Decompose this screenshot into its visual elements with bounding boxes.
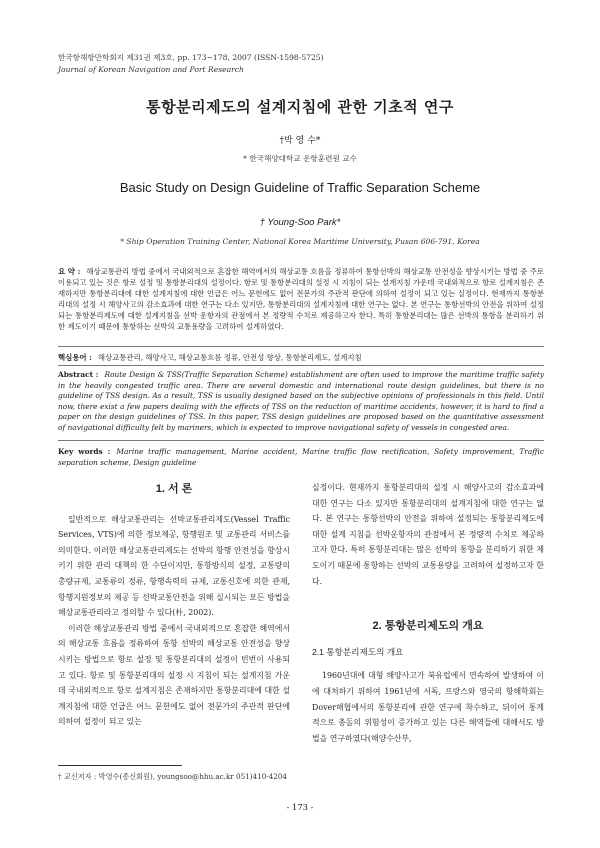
keywords-korean-label: 핵심용어 : <box>58 353 92 362</box>
body-column-right <box>312 480 544 746</box>
body-paragraph: 일반적으로 해상교통관리는 선박교통관리제도(Vessel Traffic Services, VTS)에 의한 정보제공, 항행원조 및 교통관리 서비스를 의미한다. 이러한 해상교통관리제도는 선박의 항행 안전성을 향상시키기 위한 관리 대책의 한 수단이지만, 통항방식의 설정, 교통량의 총량규제, 교통류의 정류, 항행속력의 규제, 교통신호에 의한 관제, 항행지원정보의 제공 등 선박교통안전을 위해 실시되는 모든 방법을 해상교통관리라고 정의할 수 있다(朴, 2002). <box>58 514 290 618</box>
affiliation-korean: * 한국해양대학교 운항훈련원 교수 <box>243 154 357 163</box>
abstract-english-text: Route Design & TSS(Traffic Separation Scheme) establishment are often used to improve the maritime traffic safety in the heavily congested traffic area. There are several domestic and international route design guidelines, but there is no guideline of TSS design. As a result, TSS is usually designed based on the subjective opinions of professionals in this field. Until now, there exist a few papers dealing with the effects of TSS on the reduction of maritime accidents, however, it is hard to find a paper on the design guidelines of TSS. In this paper, TSS design guidelines are proposed based on the quantitative assessment of navigational difficulty felt by mariners, which is expected to improve navigational safety of vessels in congested area. <box>58 370 544 432</box>
page-number: - 173 - <box>286 802 314 812</box>
body-column-left <box>58 480 290 730</box>
abstract-english-label: Abstract : <box>58 370 99 379</box>
keywords-korean-text: 해상교통관리, 해양사고, 해상교통흐름 정류, 안전성 향상, 통항분리제도, 설계지침 <box>97 353 362 362</box>
journal-citation: 한국항해항만학회지 제31권 제3호, pp. 173~178, 2007 (ISSN-1598-5725) <box>58 53 324 62</box>
divider-rule <box>58 440 544 441</box>
abstract-english <box>58 370 544 434</box>
author-korean: †박 영 수* <box>279 136 321 146</box>
keywords-english <box>58 446 544 468</box>
title-korean: 통항분리제도의 설계지침에 관한 기초적 연구 <box>146 98 454 116</box>
body-paragraph: 이러한 해상교통관리 방법 중에서 국내외적으로 혼잡한 해역에서의 해상교통 흐름을 정류하여 통항 선박의 해상교통 안전성을 향상시키는 방법으로 항로 설정 및 통항분리대의 설정이 빈번이 사용되고 있다. 항로 및 통항분리대의 설정 시 지침이 되는 설계지침 가운데 국내외적으로 항로 설계지침은 존재하지만 통항분리대에 대한 설계지침에 대한 언급은 어느 문헌에도 없어 전문가의 주관적 판단에 의하여 설정이 되고 있는 <box>58 623 290 727</box>
body-paragraph: 1960년대에 대형 해양사고가 북유럽에서 연속하여 발생하여 이에 대처하기 위하여 1961년에 서독, 프랑스와 영국의 항해학회는 Dover해협에서의 통항분리에 관한 연구에 착수하고, 뒤이어 통계적으로 충돌의 위험성이 증가하고 있는 다른 해역들에 대해서도 방법을 연구하였다(해양수산부, <box>312 671 544 743</box>
section-heading-introduction: 1. 서 론 <box>155 483 193 495</box>
title-english: Basic Study on Design Guideline of Traffic Separation Scheme <box>119 180 481 195</box>
abstract-korean <box>58 266 544 332</box>
keywords-english-label: Key words : <box>58 447 111 456</box>
affiliation-english: * Ship Operation Training Center, National Korea Maritime University, Pusan 606-791, Korea <box>120 237 480 246</box>
divider-rule <box>58 365 544 366</box>
abstract-korean-label: 요 약 : <box>58 267 81 276</box>
footnote-rule <box>58 765 182 766</box>
author-english: † Young-Soo Park* <box>259 217 341 228</box>
divider-rule <box>58 346 544 347</box>
journal-name-en: Journal of Korean Navigation and Port Research <box>58 65 244 74</box>
journal-header <box>58 52 324 76</box>
keywords-english-text: Marine traffic management, Marine accident, Marine traffic flow rectification, Safety improvement, Traffic separation scheme, Design guideline <box>58 447 544 467</box>
subsection-heading: 2.1 통항분리제도의 개요 <box>312 646 404 657</box>
abstract-korean-text: 해상교통관리 방법 중에서 국내외적으로 혼잡한 해역에서의 해상교통 흐름을 정류하여 통항선박의 해상교통 안전성을 향상시키는 방법 중 주로 이용되고 있는 것은 항로 설정 및 통항분리대의 설정이다. 항로 및 통항분리대의 설정 시 지침이 되는 설계지침 가운데 국내외적으로 항로 설계지침은 존재하지만 통항분리대에 대한 설계지침에 대한 언급은 어느 문헌에도 없어 전문가의 주관적 판단에 의하여 설정이 되고 있는 실정이다. 현재까지 통항분리대의 설정 시 해양사고의 감소효과에 대한 연구는 다소 있지만, 통항분리대의 설계지침에 대한 연구는 없다. 본 연구는 통항선박의 안전을 위하여 설정되는 통항분리제도에 대한 설계지침을 선박 운항자의 관점에서 본 정량적 수치로 제공하고자 한다. 특히 통항분리대는 많은 선박의 통항을 분리하기 위한 제도이기 때문에 통항하는 선박의 교통용량을 고려하여 설계하였다. <box>58 267 545 331</box>
body-paragraph: 실정이다. 현재까지 통항분리대의 설정 시 해양사고의 감소효과에 대한 연구는 다소 있지만 통항분리대의 설계지침에 대한 연구는 없다. 본 연구는 통항선박의 안전을 위하여 설정되는 통항분리제도에 대한 설계 지침을 선박운항자의 관점에서 본 정량적 수치로 제공하고자 한다. 특히 통항분리대는 많은 선박의 통항을 분리하기 위한 제도이기 때문에 통항하는 선박의 교통용량을 고려하여 설정하고자 한다. <box>312 483 544 586</box>
section-heading-overview: 2. 통항분리제도의 개요 <box>372 620 484 633</box>
keywords-korean <box>58 352 544 363</box>
footnote-corresponding-author: † 교신저자 : 박영수(종신회원), youngsoo@hhu.ac.kr 051)410-4204 <box>58 772 288 781</box>
